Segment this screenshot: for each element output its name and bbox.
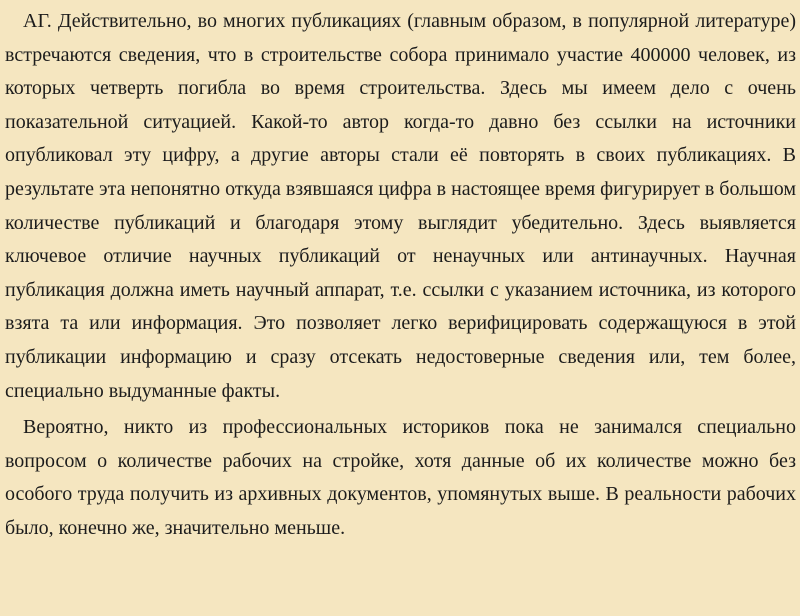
- paragraph-2: Вероятно, никто из профессиональных историков пока не занимался специально вопросом о количестве рабочих на стройке, хотя данные об их количестве можно без особого труда получить из архивных документов, упомянутых выше. В реальности рабочих было, конечно же, значительно меньше.: [5, 416, 796, 539]
- paragraph-1: АГ. Действительно, во многих публикациях (главным образом, в популярной литературе) встречаются сведения, что в строительстве собора принимало участие 400000 человек, из которых четверть погибла во время строительства. Здесь мы имеем дело с очень показательной ситуацией. Какой-то автор когда-то давно без ссылки на источники опубликовал эту цифру, а другие авторы стали её повторять в своих публикациях. В результате эта непонятно откуда взявшаяся цифра в настоящее время фигурирует в большом количестве публикаций и благодаря этому выглядит убедительно. Здесь выявляется ключевое отличие научных публикаций от ненаучных или антинаучных. Научная публикация должна иметь научный аппарат, т.е. ссылки с указанием источника, из которого взята та или информация. Это позволяет легко верифицировать содержащуюся в этой публикации информацию и сразу отсекать недостоверные сведения или, тем более, специально выдуманные факты.: [5, 10, 796, 402]
